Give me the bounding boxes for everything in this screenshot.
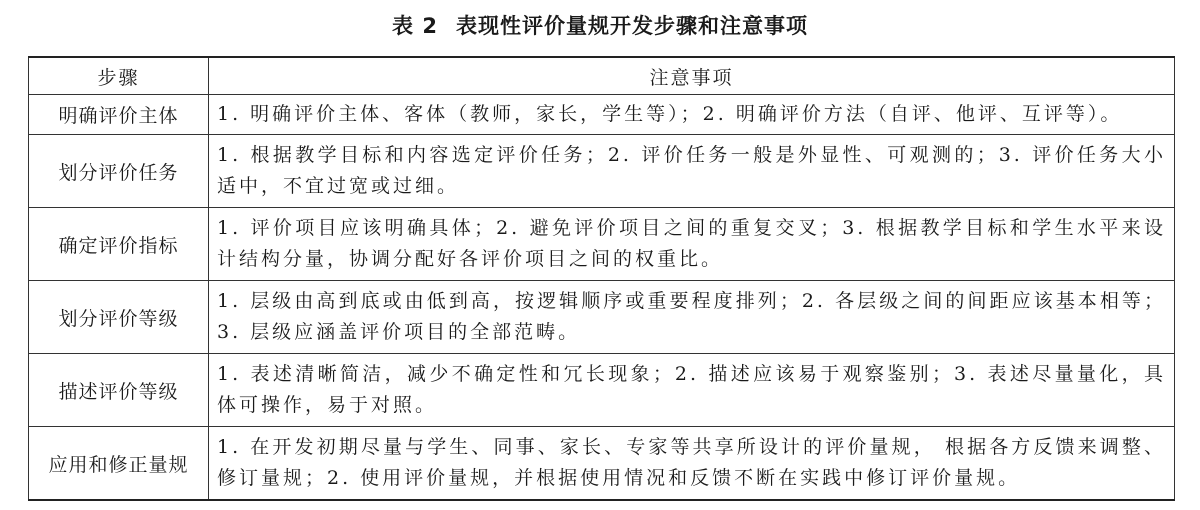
table-header-row (29, 57, 1175, 95)
step-cell: 描述评价等级 (29, 354, 209, 427)
step-cell: 明确评价主体 (29, 95, 209, 135)
note-cell: 1. 根据教学目标和内容选定评价任务；2. 评价任务一般是外显性、可观测的；3. 评价任务大小适中，不宜过宽或过细。 (209, 135, 1175, 208)
note-cell: 1. 评价项目应该明确具体；2. 避免评价项目之间的重复交叉；3. 根据教学目标和学生水平来设计结构分量，协调分配好各评价项目之间的权重比。 (209, 208, 1175, 281)
table-row (29, 208, 1175, 281)
steps-table (28, 56, 1175, 501)
note-cell: 1. 明确评价主体、客体（教师，家长，学生等）；2. 明确评价方法（自评、他评、互评等）。 (209, 95, 1175, 135)
table-row (29, 427, 1175, 501)
table-row (29, 354, 1175, 427)
table-row (29, 95, 1175, 135)
table-number: 表 2 (392, 14, 438, 38)
note-cell: 1. 层级由高到底或由低到高，按逻辑顺序或重要程度排列；2. 各层级之间的间距应该基本相等；3. 层级应涵盖评价项目的全部范畴。 (209, 281, 1175, 354)
step-cell: 应用和修正量规 (29, 427, 209, 501)
step-cell: 划分评价等级 (29, 281, 209, 354)
note-cell: 1. 在开发初期尽量与学生、同事、家长、专家等共享所设计的评价量规， 根据各方反馈来调整、修订量规；2. 使用评价量规，并根据使用情况和反馈不断在实践中修订评价量规。 (209, 427, 1175, 501)
column-header-note: 注意事项 (209, 57, 1175, 95)
table-row (29, 281, 1175, 354)
step-cell: 确定评价指标 (29, 208, 209, 281)
table-caption (0, 0, 1200, 52)
table-row (29, 135, 1175, 208)
step-cell: 划分评价任务 (29, 135, 209, 208)
table-title: 表现性评价量规开发步骤和注意事项 (455, 14, 808, 38)
column-header-step: 步骤 (29, 57, 209, 95)
note-cell: 1. 表述清晰简洁，减少不确定性和冗长现象；2. 描述应该易于观察鉴别；3. 表述尽量量化，具体可操作，易于对照。 (209, 354, 1175, 427)
